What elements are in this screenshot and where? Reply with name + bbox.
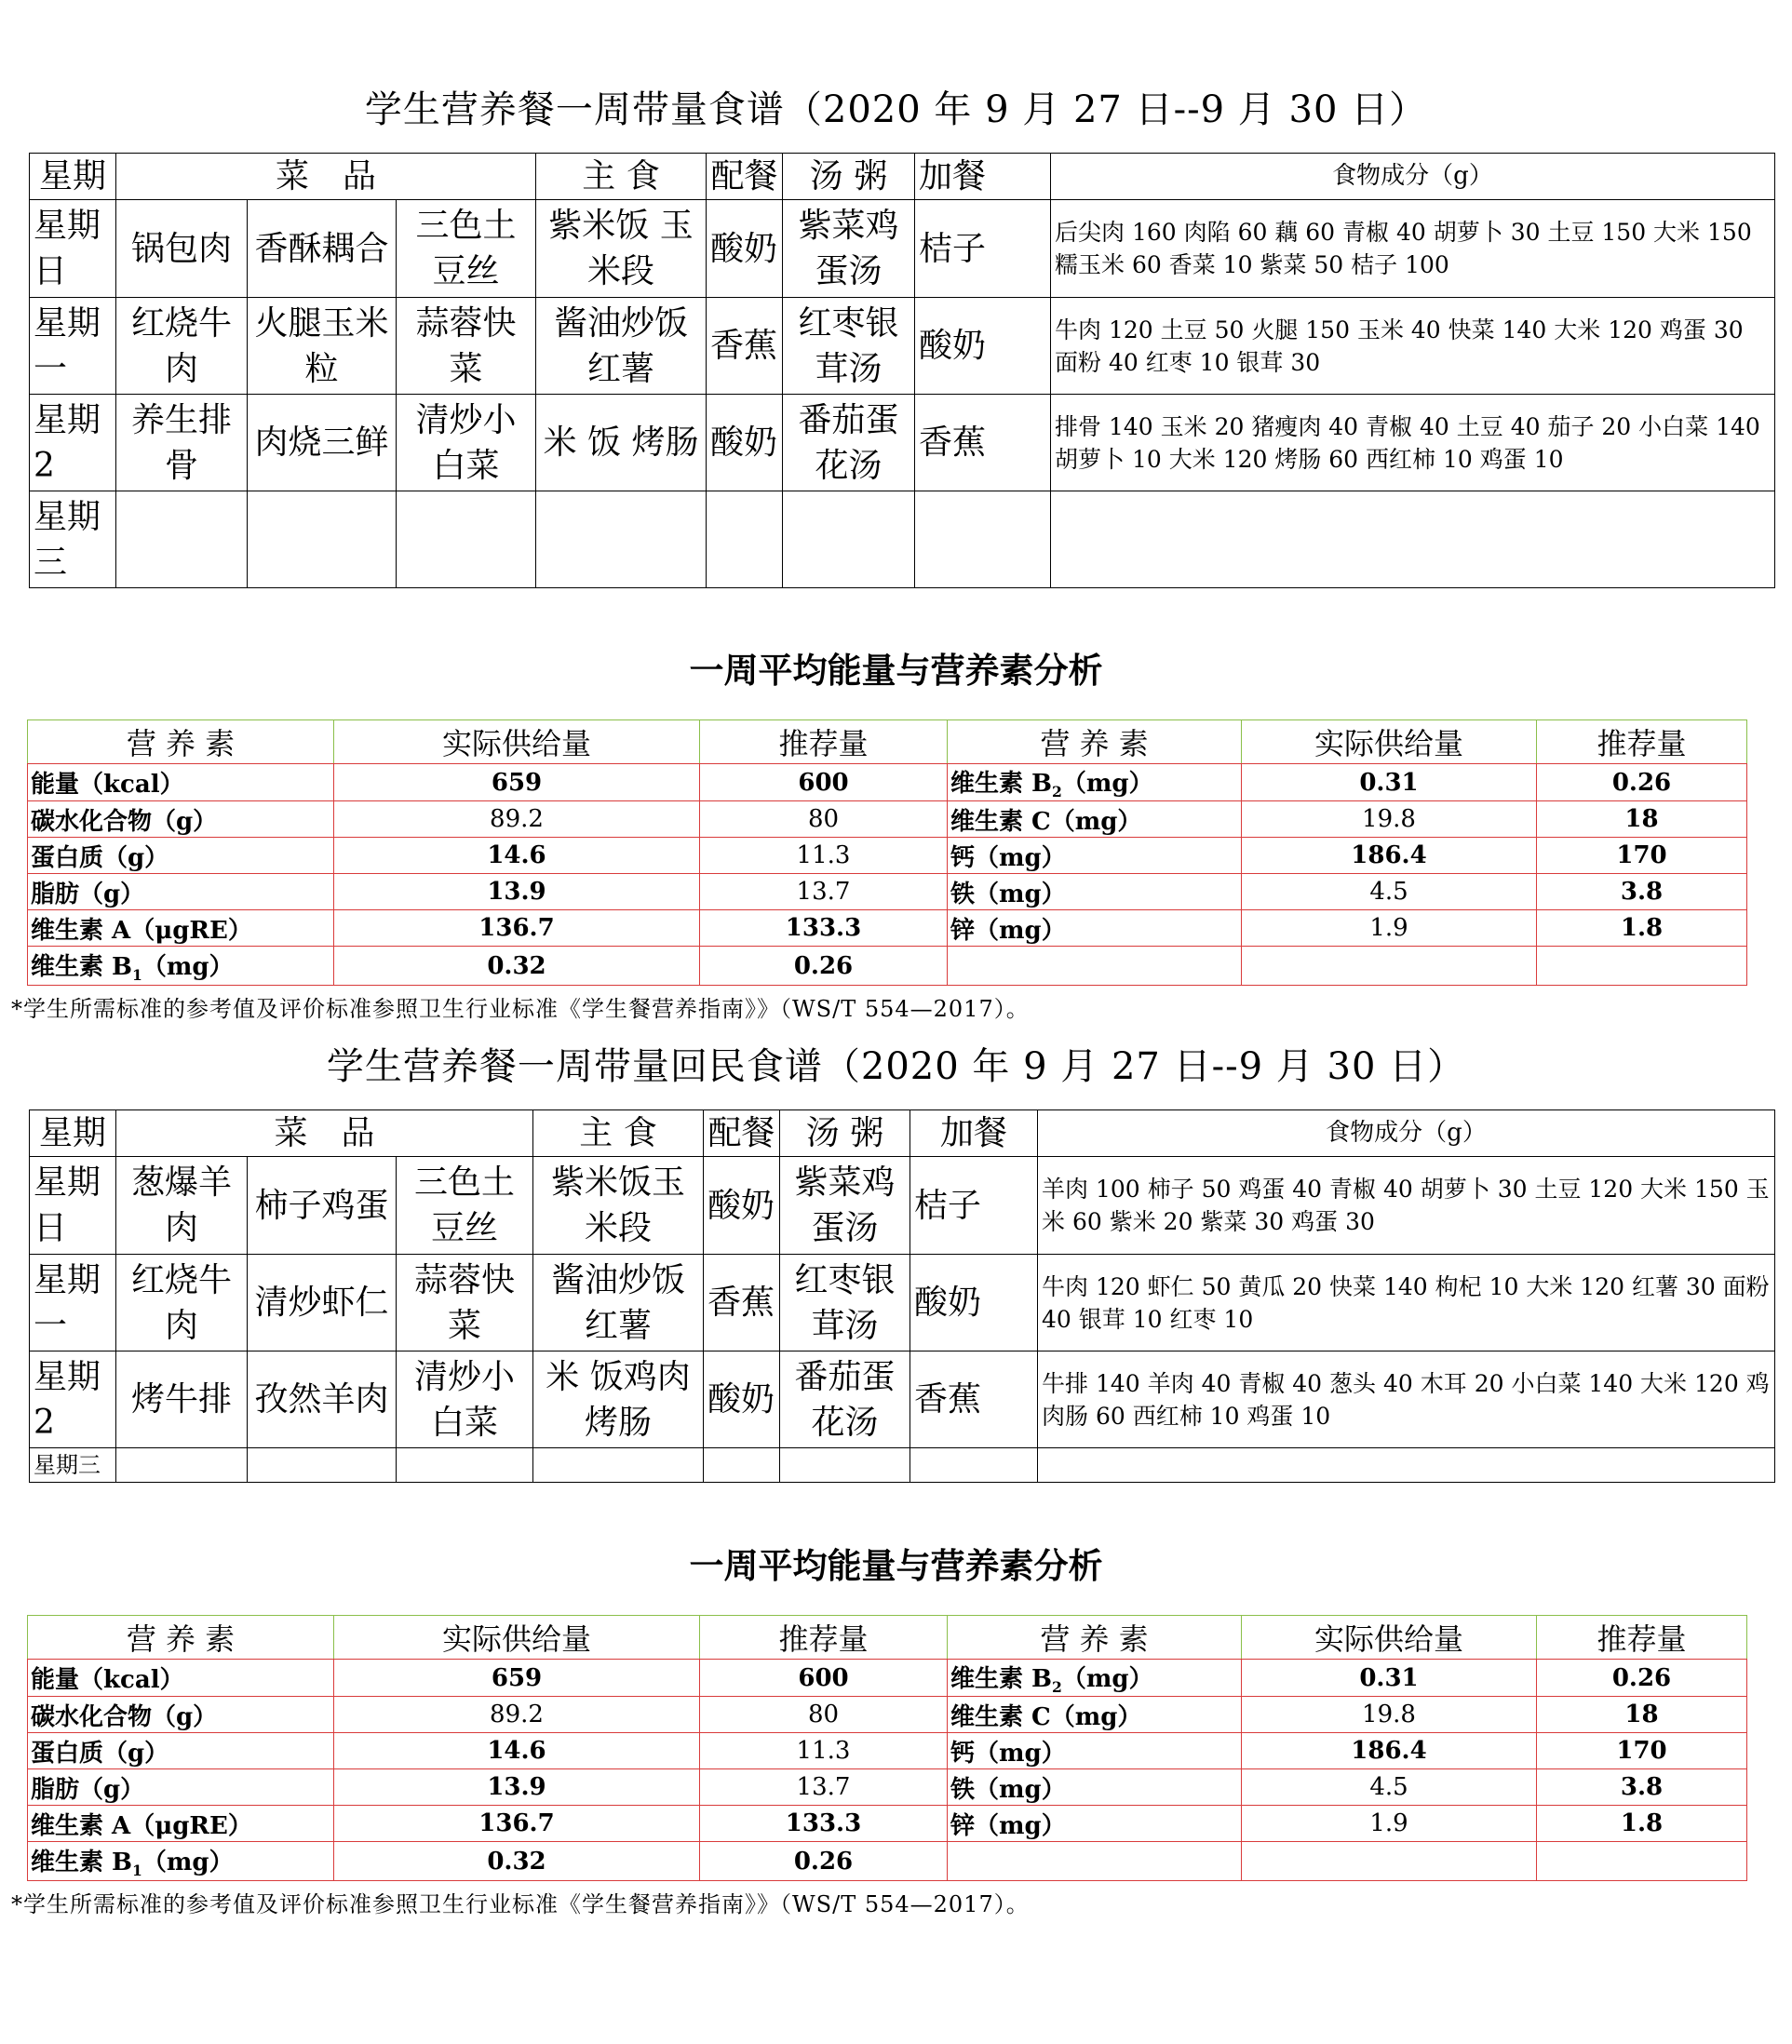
dish-cell: 烤牛排 <box>116 1351 248 1448</box>
day-cell: 星期日 <box>30 200 116 298</box>
table-row <box>28 764 1747 801</box>
header-recommended: 推荐量 <box>1537 1616 1747 1660</box>
actual-value: 4.5 <box>1242 1769 1537 1806</box>
nutrition-header-row <box>28 720 1747 764</box>
soup-cell <box>783 491 915 588</box>
header-day: 星期 <box>30 1110 116 1157</box>
table-row <box>28 1769 1747 1806</box>
dish-cell <box>116 491 248 588</box>
dish-cell <box>248 491 397 588</box>
staple-cell: 米 饭鸡肉 烤肠 <box>533 1351 704 1448</box>
day-cell: 星期2 <box>30 1351 116 1448</box>
nutrient-name: 能量（kcal） <box>28 764 334 801</box>
side-cell: 酸奶 <box>707 395 783 491</box>
dish-cell <box>397 491 536 588</box>
actual-value: 659 <box>334 1660 700 1697</box>
extra-cell: 桔子 <box>915 200 1051 298</box>
recommended-value: 0.26 <box>700 947 948 986</box>
recommended-value: 3.8 <box>1537 1769 1747 1806</box>
nutrition-header-row <box>28 1616 1747 1660</box>
staple-cell: 酱油炒饭红薯 <box>533 1255 704 1351</box>
nutrient-name <box>948 947 1242 986</box>
actual-value: 136.7 <box>334 910 700 947</box>
nutrient-name: 铁（mg） <box>948 874 1242 910</box>
header-soup: 汤 粥 <box>780 1110 910 1157</box>
actual-value: 4.5 <box>1242 874 1537 910</box>
table-row <box>28 947 1747 986</box>
day-cell: 星期三 <box>30 1448 116 1483</box>
recommended-value: 0.26 <box>1537 1660 1747 1697</box>
recommended-value: 80 <box>700 801 948 838</box>
soup-cell: 紫菜鸡蛋汤 <box>783 200 915 298</box>
table-row <box>30 1255 1775 1351</box>
staple-cell: 酱油炒饭 红薯 <box>536 298 707 395</box>
nutrient-name: 锌（mg） <box>948 1806 1242 1842</box>
actual-value <box>1242 1842 1537 1881</box>
day-cell: 星期2 <box>30 395 116 491</box>
header-nutrient: 营 养 素 <box>948 1616 1242 1660</box>
header-side: 配餐 <box>704 1110 780 1157</box>
side-cell: 香蕉 <box>707 298 783 395</box>
header-dishes: 菜 品 <box>116 1110 533 1157</box>
table-row <box>28 838 1747 874</box>
recommended-value: 18 <box>1537 801 1747 838</box>
actual-value: 186.4 <box>1242 838 1537 874</box>
dish-cell: 柿子鸡蛋 <box>248 1157 397 1255</box>
extra-cell: 酸奶 <box>915 298 1051 395</box>
soup-cell: 紫菜鸡蛋汤 <box>780 1157 910 1255</box>
recommended-value: 18 <box>1537 1697 1747 1733</box>
nutrient-name: 维生素 C（mg） <box>948 1697 1242 1733</box>
recommended-value: 1.8 <box>1537 1806 1747 1842</box>
recommended-value <box>1537 947 1747 986</box>
nutrient-name: 碳水化合物（g） <box>28 801 334 838</box>
halal-menu-title: 学生营养餐一周带量回民食谱（2020 年 9 月 27 日--9 月 30 日） <box>326 1045 1466 1088</box>
header-nutrient: 营 养 素 <box>948 720 1242 764</box>
recommended-value: 170 <box>1537 1733 1747 1769</box>
table-row <box>30 395 1775 491</box>
header-recommended: 推荐量 <box>1537 720 1747 764</box>
actual-value: 13.9 <box>334 1769 700 1806</box>
actual-value: 0.32 <box>334 1842 700 1881</box>
actual-value: 1.9 <box>1242 1806 1537 1842</box>
dish-cell: 香酥耦合 <box>248 200 397 298</box>
day-cell: 星期日 <box>30 1157 116 1255</box>
actual-value: 89.2 <box>334 801 700 838</box>
composition-cell: 羊肉 100 柿子 50 鸡蛋 40 青椒 40 胡萝卜 30 土豆 120 大米 150 玉米 60 紫米 20 紫菜 30 鸡蛋 30 <box>1038 1157 1775 1255</box>
header-dishes: 菜 品 <box>116 154 536 200</box>
side-cell: 酸奶 <box>704 1351 780 1448</box>
footnote: *学生所需标准的参考值及评价标准参照卫生行业标准《学生餐营养指南》》（WS/T 554—2017）。 <box>11 1891 1030 1917</box>
header-day: 星期 <box>30 154 116 200</box>
side-cell <box>704 1448 780 1483</box>
nutrient-name: 维生素 $B_2(mg)$ <box>948 1660 1242 1697</box>
recommended-value: 11.3 <box>700 1733 948 1769</box>
recommended-value: 600 <box>700 1660 948 1697</box>
recommended-value: 133.3 <box>700 1806 948 1842</box>
header-staple: 主 食 <box>536 154 707 200</box>
dish-cell: 养生排骨 <box>116 395 248 491</box>
actual-value: 1.9 <box>1242 910 1537 947</box>
recommended-value: 13.7 <box>700 1769 948 1806</box>
menu-header-row <box>30 1110 1775 1157</box>
staple-cell: 紫米饭 玉米段 <box>536 200 707 298</box>
header-side: 配餐 <box>707 154 783 200</box>
side-cell: 香蕉 <box>704 1255 780 1351</box>
nutrient-name: 维生素 $B_1(mg)$ <box>28 1842 334 1881</box>
header-actual: 实际供给量 <box>1242 720 1537 764</box>
nutrient-name: 脂肪（g） <box>28 874 334 910</box>
extra-cell: 香蕉 <box>915 395 1051 491</box>
actual-value: 14.6 <box>334 838 700 874</box>
dish-cell: 三色土豆丝 <box>397 1157 533 1255</box>
dish-cell: 孜然羊肉 <box>248 1351 397 1448</box>
actual-value: 19.8 <box>1242 801 1537 838</box>
extra-cell: 桔子 <box>910 1157 1038 1255</box>
table-row <box>28 1733 1747 1769</box>
header-actual: 实际供给量 <box>334 1616 700 1660</box>
halal-menu-table <box>29 1109 1775 1483</box>
staple-cell: 米 饭 烤肠 <box>536 395 707 491</box>
menu-table <box>29 153 1775 588</box>
actual-value: 0.31 <box>1242 764 1537 801</box>
extra-cell: 酸奶 <box>910 1255 1038 1351</box>
nutrient-name: 铁（mg） <box>948 1769 1242 1806</box>
dish-cell: 清炒小白菜 <box>397 395 536 491</box>
actual-value: 186.4 <box>1242 1733 1537 1769</box>
recommended-value: 80 <box>700 1697 948 1733</box>
actual-value <box>1242 947 1537 986</box>
header-nutrient: 营 养 素 <box>28 1616 334 1660</box>
header-soup: 汤 粥 <box>783 154 915 200</box>
nutrient-name: 能量（kcal） <box>28 1660 334 1697</box>
table-row <box>30 491 1775 588</box>
day-cell: 星期一 <box>30 298 116 395</box>
recommended-value: 133.3 <box>700 910 948 947</box>
recommended-value: 3.8 <box>1537 874 1747 910</box>
side-cell: 酸奶 <box>707 200 783 298</box>
actual-value: 14.6 <box>334 1733 700 1769</box>
header-actual: 实际供给量 <box>334 720 700 764</box>
analysis-title: 一周平均能量与营养素分析 <box>689 1546 1103 1586</box>
header-nutrient: 营 养 素 <box>28 720 334 764</box>
composition-cell: 牛肉 120 虾仁 50 黄瓜 20 快菜 140 枸杞 10 大米 120 红薯 30 面粉 40 银茸 10 红枣 10 <box>1038 1255 1775 1351</box>
table-row <box>30 200 1775 298</box>
soup-cell: 红枣银茸汤 <box>783 298 915 395</box>
nutrient-name: 钙（mg） <box>948 1733 1242 1769</box>
dish-cell: 红烧牛肉 <box>116 298 248 395</box>
actual-value: 0.32 <box>334 947 700 986</box>
dish-cell <box>116 1448 248 1483</box>
composition-cell: 牛排 140 羊肉 40 青椒 40 葱头 40 木耳 20 小白菜 140 大米 120 鸡肉肠 60 西红柿 10 鸡蛋 10 <box>1038 1351 1775 1448</box>
day-cell: 星期一 <box>30 1255 116 1351</box>
table-row <box>30 298 1775 395</box>
composition-cell: 牛肉 120 土豆 50 火腿 150 玉米 40 快菜 140 大米 120 鸡蛋 30 面粉 40 红枣 10 银茸 30 <box>1051 298 1775 395</box>
nutrient-name: 维生素 $B_2(mg)$ <box>948 764 1242 801</box>
extra-cell <box>915 491 1051 588</box>
nutrient-name: 维生素 A（μgRE） <box>28 1806 334 1842</box>
footnote: *学生所需标准的参考值及评价标准参照卫生行业标准《学生餐营养指南》》（WS/T 554—2017）。 <box>11 996 1030 1022</box>
table-row <box>28 1697 1747 1733</box>
dish-cell: 三色土豆丝 <box>397 200 536 298</box>
recommended-value <box>1537 1842 1747 1881</box>
analysis-title: 一周平均能量与营养素分析 <box>689 651 1103 691</box>
actual-value: 19.8 <box>1242 1697 1537 1733</box>
actual-value: 0.31 <box>1242 1660 1537 1697</box>
table-row <box>28 1842 1747 1881</box>
recommended-value: 1.8 <box>1537 910 1747 947</box>
table-row <box>28 874 1747 910</box>
recommended-value: 0.26 <box>1537 764 1747 801</box>
dish-cell: 蒜蓉快菜 <box>397 298 536 395</box>
extra-cell: 香蕉 <box>910 1351 1038 1448</box>
table-row <box>30 1448 1775 1483</box>
day-cell: 星期三 <box>30 491 116 588</box>
recommended-value: 11.3 <box>700 838 948 874</box>
table-row <box>30 1351 1775 1448</box>
nutrient-name: 钙（mg） <box>948 838 1242 874</box>
dish-cell: 清炒小白菜 <box>397 1351 533 1448</box>
header-composition: 食物成分（g） <box>1038 1110 1775 1157</box>
menu-title: 学生营养餐一周带量食谱（2020 年 9 月 27 日--9 月 30 日） <box>364 88 1428 131</box>
extra-cell <box>910 1448 1038 1483</box>
header-staple: 主 食 <box>533 1110 704 1157</box>
recommended-value: 170 <box>1537 838 1747 874</box>
nutrient-name <box>948 1842 1242 1881</box>
dish-cell: 红烧牛肉 <box>116 1255 248 1351</box>
side-cell <box>707 491 783 588</box>
staple-cell <box>536 491 707 588</box>
table-row <box>28 801 1747 838</box>
header-extra: 加餐 <box>915 154 1051 200</box>
dish-cell: 葱爆羊肉 <box>116 1157 248 1255</box>
table-row <box>30 1157 1775 1255</box>
soup-cell: 番茄蛋花汤 <box>783 395 915 491</box>
nutrient-name: 蛋白质（g） <box>28 1733 334 1769</box>
actual-value: 136.7 <box>334 1806 700 1842</box>
header-composition: 食物成分（g） <box>1051 154 1775 200</box>
actual-value: 13.9 <box>334 874 700 910</box>
dish-cell: 蒜蓉快菜 <box>397 1255 533 1351</box>
nutrient-name: 维生素 C（mg） <box>948 801 1242 838</box>
recommended-value: 0.26 <box>700 1842 948 1881</box>
nutrient-name: 脂肪（g） <box>28 1769 334 1806</box>
table-row <box>28 910 1747 947</box>
actual-value: 659 <box>334 764 700 801</box>
composition-cell: 后尖肉 160 肉陷 60 藕 60 青椒 40 胡萝卜 30 土豆 150 大米 150 糯玉米 60 香菜 10 紫菜 50 桔子 100 <box>1051 200 1775 298</box>
composition-cell <box>1038 1448 1775 1483</box>
table-row <box>28 1660 1747 1697</box>
menu-header-row <box>30 154 1775 200</box>
header-recommended: 推荐量 <box>700 720 948 764</box>
nutrient-name: 维生素 A（μgRE） <box>28 910 334 947</box>
side-cell: 酸奶 <box>704 1157 780 1255</box>
header-actual: 实际供给量 <box>1242 1616 1537 1660</box>
nutrient-name: 锌（mg） <box>948 910 1242 947</box>
recommended-value: 600 <box>700 764 948 801</box>
composition-cell <box>1051 491 1775 588</box>
dish-cell: 肉烧三鲜 <box>248 395 397 491</box>
soup-cell: 红枣银茸汤 <box>780 1255 910 1351</box>
header-extra: 加餐 <box>910 1110 1038 1157</box>
staple-cell: 紫米饭玉米段 <box>533 1157 704 1255</box>
dish-cell: 清炒虾仁 <box>248 1255 397 1351</box>
actual-value: 89.2 <box>334 1697 700 1733</box>
nutrition-table <box>27 1615 1747 1881</box>
staple-cell <box>533 1448 704 1483</box>
nutrient-name: 蛋白质（g） <box>28 838 334 874</box>
dish-cell <box>248 1448 397 1483</box>
soup-cell <box>780 1448 910 1483</box>
composition-cell: 排骨 140 玉米 20 猪瘦肉 40 青椒 40 土豆 40 茄子 20 小白菜 140 胡萝卜 10 大米 120 烤肠 60 西红柿 10 鸡蛋 10 <box>1051 395 1775 491</box>
recommended-value: 13.7 <box>700 874 948 910</box>
header-recommended: 推荐量 <box>700 1616 948 1660</box>
nutrition-table <box>27 719 1747 986</box>
dish-cell: 锅包肉 <box>116 200 248 298</box>
dish-cell <box>397 1448 533 1483</box>
nutrient-name: 碳水化合物（g） <box>28 1697 334 1733</box>
dish-cell: 火腿玉米粒 <box>248 298 397 395</box>
nutrient-name: 维生素 $B_1(mg)$ <box>28 947 334 986</box>
table-row <box>28 1806 1747 1842</box>
soup-cell: 番茄蛋花汤 <box>780 1351 910 1448</box>
